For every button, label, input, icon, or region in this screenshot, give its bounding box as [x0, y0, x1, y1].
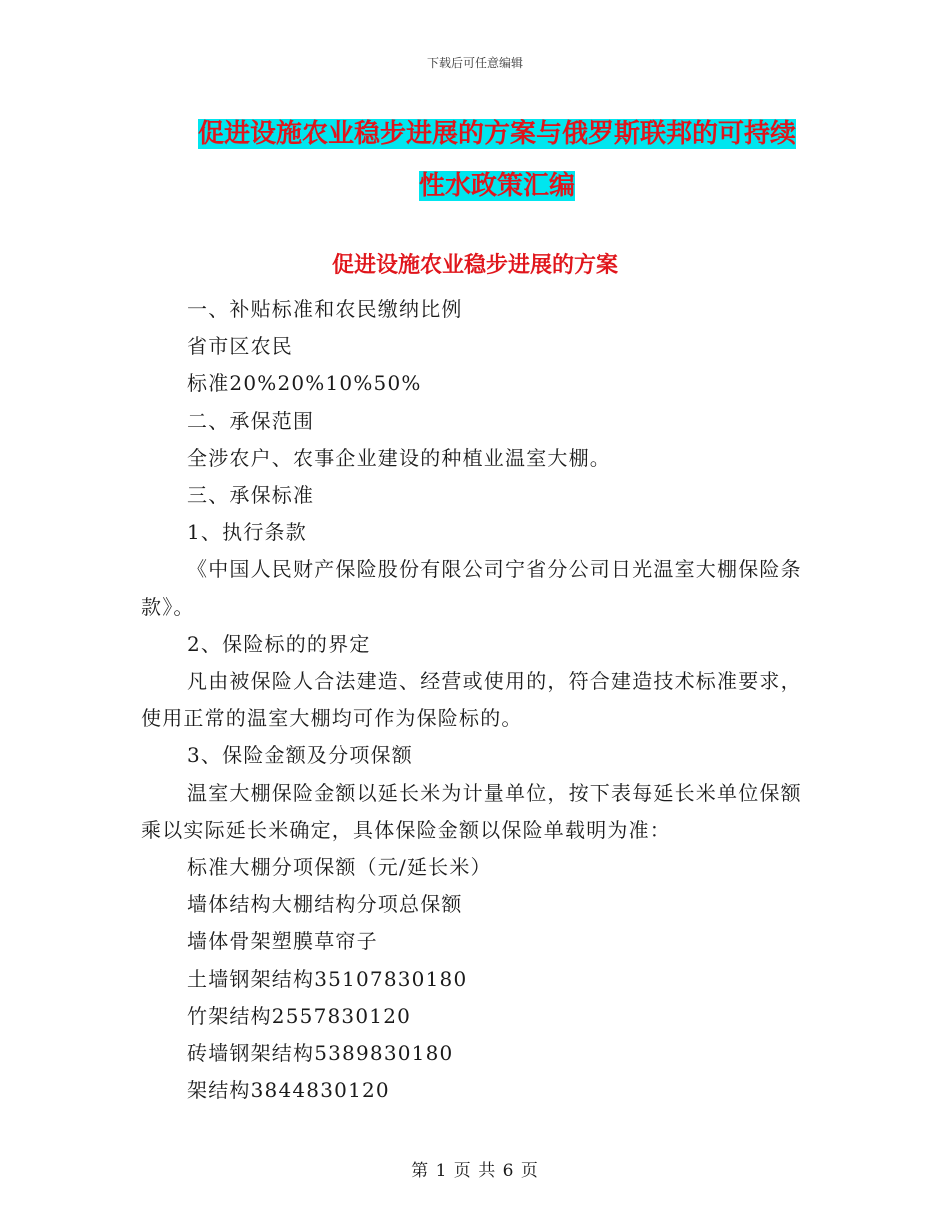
header-note: 下载后可任意编辑 [426, 56, 523, 70]
section-title: 促进设施农业稳步进展的方案 [331, 252, 618, 278]
paragraph: 温室大棚保险金额以延长米为计量单位，按下表每延长米单位保额乘以实际延长米确定，具体保险金额以保险单载明为准： [141, 780, 802, 842]
paragraph: 一、补贴标准和农民缴纳比例 [187, 297, 463, 321]
page-footer: 第 1 页 共 6 页 [411, 1161, 539, 1181]
paragraph: 砖墙钢架结构5389830180 [187, 1041, 454, 1066]
paragraph: 2、保险标的的界定 [187, 631, 371, 656]
paragraph: 土墙钢架结构35107830180 [187, 966, 468, 991]
paragraph: 墙体骨架塑膜草帘子 [187, 929, 378, 954]
document-title [192, 108, 802, 212]
document-title-line2: 性水政策汇编 [418, 171, 575, 201]
paragraph: 3、保险金额及分项保额 [187, 743, 413, 768]
document-title-line1: 促进设施农业稳步进展的方案与俄罗斯联邦的可持续 [197, 119, 796, 149]
paragraph: 1、执行条款 [187, 520, 307, 545]
paragraph: 竹架结构2557830120 [187, 1003, 412, 1028]
paragraph: 省市区农民 [187, 334, 293, 359]
paragraph: 三、承保标准 [187, 483, 315, 508]
paragraph: 标准大棚分项保额（元/延长米） [187, 855, 492, 880]
paragraph: 墙体结构大棚结构分项总保额 [187, 892, 463, 917]
paragraph: 全涉农户、农事企业建设的种植业温室大棚。 [187, 445, 611, 470]
paragraph: 《中国人民财产保险股份有限公司宁省分公司日光温室大棚保险条款》。 [141, 557, 802, 619]
document-body [141, 291, 807, 1109]
paragraph: 凡由被保险人合法建造、经营或使用的，符合建造技术标准要求，使用正常的温室大棚均可作为保险标的。 [141, 669, 802, 731]
paragraph: 标准20%20%10%50% [187, 371, 422, 396]
paragraph: 二、承保范围 [187, 408, 315, 433]
paragraph: 架结构3844830120 [187, 1078, 390, 1103]
